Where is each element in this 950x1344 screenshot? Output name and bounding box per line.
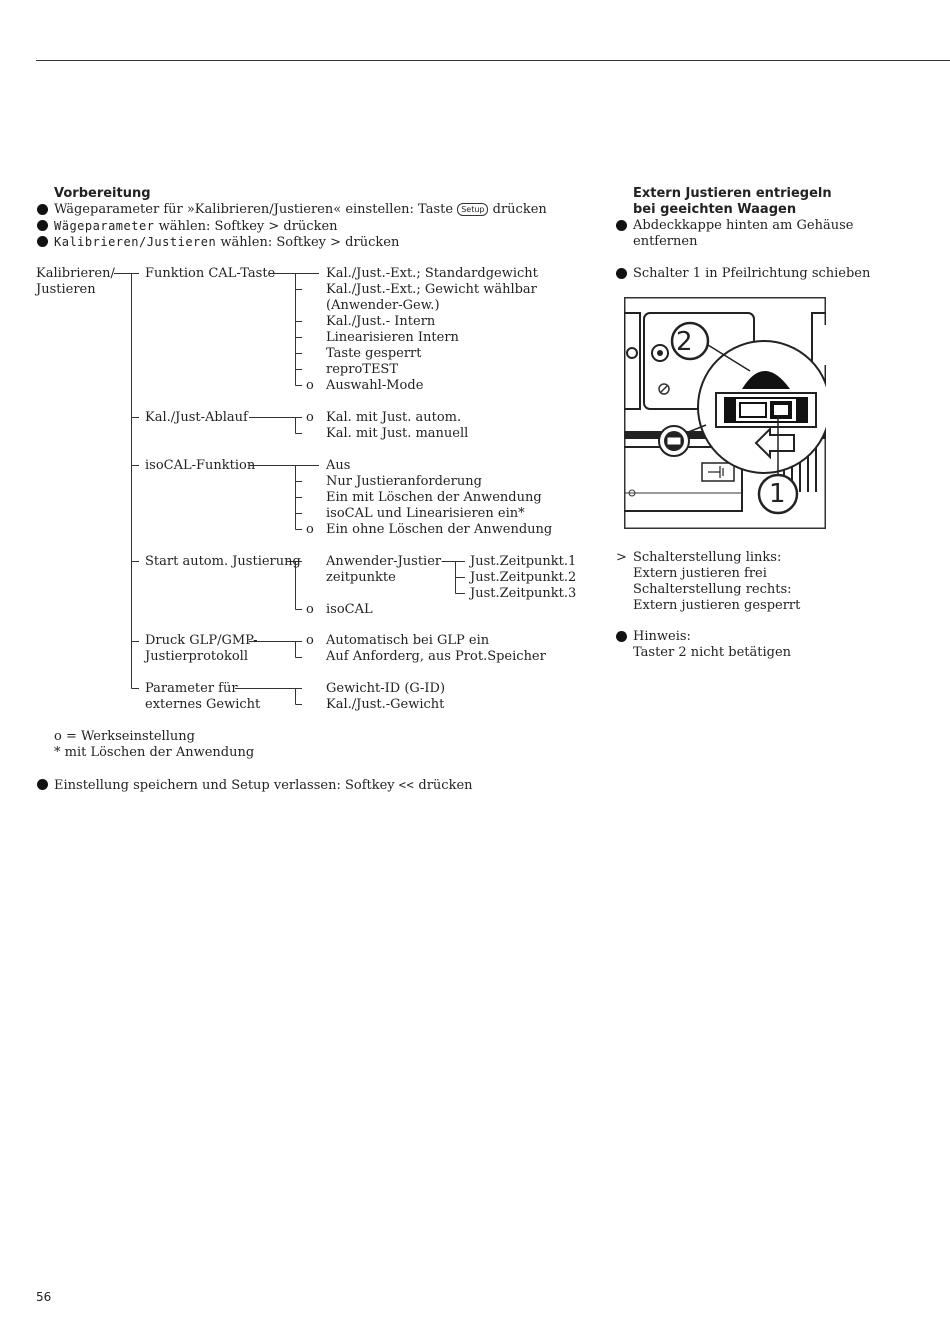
- option-item: Kal./Just.-Gewicht: [326, 697, 445, 712]
- option-item: Kal./Just.-Ext.; Standardgewicht: [326, 266, 538, 281]
- option-item: Auswahl-Mode: [326, 378, 424, 393]
- option-list-parameter: [306, 681, 445, 713]
- menu-item-parameter-externes-gewicht: Parameter für externes Gewicht: [145, 681, 261, 712]
- note-label: Hinweis:: [633, 629, 691, 644]
- option-item: Automatisch bei GLP ein: [326, 633, 490, 648]
- legend-asterisk: * mit Löschen der Anwendung: [54, 745, 255, 760]
- option-item: Auf Anforderg, aus Prot.Speicher: [326, 649, 546, 664]
- sub-option-item: Just.Zeitpunkt.3: [470, 586, 577, 601]
- note-block: [633, 629, 791, 661]
- menu-item-isocal-funktion: isoCAL-Funktion: [145, 458, 256, 473]
- option-item: Linearisieren Intern: [326, 330, 459, 345]
- sub-option-list-zeitpunkte: [470, 554, 576, 602]
- option-item: Kal. mit Just. manuell: [326, 426, 469, 441]
- option-item: isoCAL und Linearisieren ein*: [326, 506, 525, 521]
- sub-option-item: Just.Zeitpunkt.2: [470, 570, 577, 585]
- setup-key-icon: Setup: [457, 203, 488, 216]
- page-number: 56: [36, 1290, 52, 1304]
- menu-root: Kalibrieren/ Justieren: [36, 266, 115, 297]
- right-step-2: Schalter 1 in Pfeilrichtung schieben: [633, 266, 871, 281]
- option-list-isocal: Aus Nur Justieranforderung Ein mit Löschen der Anwendung isoCAL und Linearisieren ein* o Ein ohne Löschen der Anwendung: [306, 458, 553, 537]
- bullet-icon: [616, 631, 627, 642]
- prep-step-1: Wägeparameter für »Kalibrieren/Justieren« einstellen: Taste Setup drücken: [54, 202, 547, 217]
- prep-step-2: Wägeparameter wählen: Softkey > drücken: [54, 219, 338, 234]
- option-list-ablauf: o Kal. mit Just. autom. Kal. mit Just. manuell: [306, 410, 469, 441]
- menu-item-kal-just-ablauf: Kal./Just-Ablauf: [145, 410, 248, 425]
- display-code: <<: [398, 778, 415, 792]
- option-item: Aus: [326, 458, 351, 473]
- option-item: Taste gesperrt: [326, 346, 422, 361]
- display-code: Wägeparameter: [54, 219, 155, 233]
- legend: [54, 729, 254, 761]
- option-item: Kal./Just.- Intern: [326, 314, 436, 329]
- sub-option-item: Just.Zeitpunkt.1: [470, 554, 577, 569]
- bullet-icon: [616, 220, 627, 231]
- option-item: isoCAL: [326, 602, 373, 617]
- option-item: reproTEST: [326, 362, 399, 377]
- result-mark: >: [616, 550, 627, 565]
- right-heading: Extern Justieren entriegeln bei geeichten Waagen: [633, 186, 832, 217]
- option-item: Kal. mit Just. autom.: [326, 410, 462, 425]
- right-step-1: Abdeckkappe hinten am Gehäuse entfernen: [633, 218, 854, 249]
- menu-item-druck-glp: Druck GLP/GMP- Justierprotokoll: [145, 633, 258, 664]
- save-step: Einstellung speichern und Setup verlassen: Softkey << drücken: [54, 778, 473, 793]
- option-item: zeitpunkte: [326, 570, 396, 585]
- knob-icon: [818, 325, 826, 365]
- prep-step-3: Kalibrieren/Justieren wählen: Softkey > drücken: [54, 235, 400, 250]
- option-item: Nur Justieranforderung: [326, 474, 482, 489]
- prep-heading: Vorbereitung: [54, 186, 151, 201]
- bullet-icon: [616, 268, 627, 279]
- option-item: Ein ohne Löschen der Anwendung: [326, 522, 553, 537]
- option-list-druck: o Automatisch bei GLP ein Auf Anforderg, aus Prot.Speicher: [306, 633, 546, 664]
- bullet-icon: [37, 779, 48, 790]
- option-list-cal-taste: Kal./Just.-Ext.; Standardgewicht Kal./Just.-Ext.; Gewicht wählbar (Anwender-Gew.) Kal./Just.- Intern Linearisieren Intern Taste gesperrt reproTEST o Auswahl-Mode: [306, 266, 538, 393]
- result-block: Schalterstellung links: Extern justieren frei Schalterstellung rechts: Extern justieren gesperrt: [633, 550, 801, 613]
- legend-default-mark: o = Werkseinstellung: [54, 729, 195, 744]
- option-item: Kal./Just.-Ext.; Gewicht wählbar: [326, 282, 537, 297]
- callout-1: 1: [769, 479, 786, 509]
- menu-item-start-autom-justierung: Start autom. Justierung: [145, 554, 301, 569]
- menu-item-funktion-cal-taste: Funktion CAL-Taste: [145, 266, 276, 281]
- option-item: Anwender-Justier-: [326, 554, 446, 569]
- display-code: Kalibrieren/Justieren: [54, 235, 217, 249]
- option-list-start-justierung: Anwender-Justier- zeitpunkte o isoCAL: [306, 554, 446, 617]
- callout-2: 2: [676, 327, 693, 357]
- note-text: Taster 2 nicht betätigen: [633, 645, 792, 660]
- option-item: Ein mit Löschen der Anwendung: [326, 490, 542, 505]
- switch-figure-detail: [624, 297, 826, 529]
- option-item: (Anwender-Gew.): [326, 298, 440, 313]
- option-item: Gewicht-ID (G-ID): [326, 681, 446, 696]
